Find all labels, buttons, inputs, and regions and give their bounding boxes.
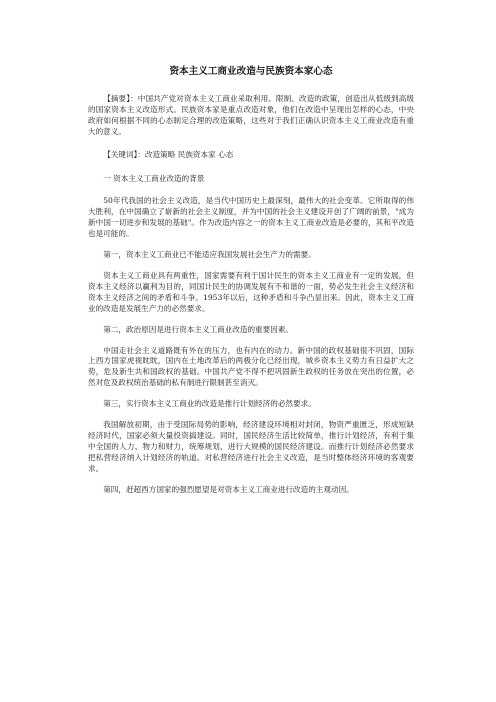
point-heading: 第一，资本主义工商业已不能适应我国发展社会生产力的需要。 — [103, 250, 316, 260]
section-heading: 一 资本主义工商业改造的背景 — [103, 173, 205, 183]
point-heading: 第三，实行资本主义工商业的改造是推行计划经济的必然要求。 — [103, 399, 316, 409]
document-content — [88, 66, 414, 505]
section-intro-paragraph: 50年代我国的社会主义改造，是当代中国历史上最深刻，最伟大的社会变革。它所取得的伟大胜利，在中国确立了崭新的社会主义制度，并为中国的社会主义建设开创了广阔的前景，"成为新中国一切进步和发展的基础"。作为改造内容之一的资本主义工商业改造是必要的，其和平改造也是可能的。 — [88, 196, 414, 239]
document-title: 资本主义工商业改造与民族资本家心态 — [169, 66, 333, 77]
point-heading: 第二，政治原因是进行资本主义工商业改造的重要因素。 — [103, 324, 294, 334]
point-body-paragraph: 资本主义工商业具有两重性，国家需要有利于国计民生的资本主义工商业有一定的发展，但资本主义经济以赢利为目的，同国计民生的协调发展有不和谐的一面，势必发生社会主义经济和资本主义经济之间的矛盾和斗争。1953年以后，这种矛盾和斗争凸显出来。因此，资本主义工商业的改造是发展生产力的必然要求。 — [88, 270, 414, 313]
point-body-paragraph: 中国走社会主义道路既有外在的压力，也有内在的动力。新中国的政权基础很不巩固，国际上西方国家虎视眈眈，国内在土地改革后的两极分化已经出现，城乡资本主义势力有日益扩大之势，危及新生共和国政权的基础。中国共产党不得不把巩固新生政权的任务放在突出的位置，必然对危及政权统治基础的私有制进行限制甚至消灭。 — [88, 345, 414, 388]
point-heading: 第四，赶超西方国家的强烈愿望是对资本主义工商业进行改造的主观动因。 — [103, 484, 354, 494]
keywords-paragraph: 【关键词】：改造策略 民族资本家 心态 — [103, 149, 234, 159]
point-body-paragraph: 我国解放初期，由于受国际局势的影响，经济建设环境相对封闭，物资严重匮乏，形成短缺经济时代，国家必须大量投资搞建设。同时，国民经济生活比较简单，推行计划经济，有利于集中全国的人力、物力和财力，统筹规划，进行大规模的国民经济建设。而推行计划经济必然要求把私营经济纳入计划经济的轨道。对私营经济进行社会主义改造，是当时整体经济环境的客观要求。 — [88, 420, 414, 473]
abstract-paragraph: 【摘要】：中国共产党对资本主义工商业采取利用、限制、改造的政策，创造出从低级到高级的国家资本主义改造形式。民族资本家是重点改造对象，他们在改造中呈现出怎样的心态，中央政府如何根据不同的心态制定合理的改造策略，这些对于我们正确认识资本主义工商业改造有重大的意义。 — [88, 94, 414, 136]
